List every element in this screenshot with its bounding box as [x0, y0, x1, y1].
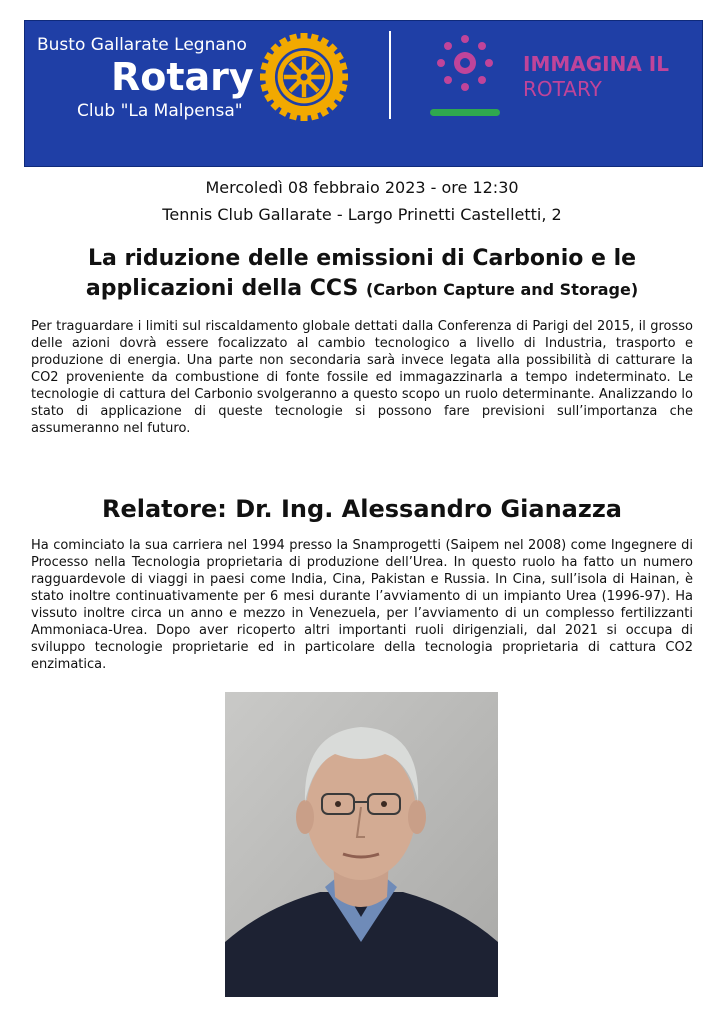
event-date-time: Mercoledì 08 febbraio 2023 - ore 12:30 [205, 178, 519, 197]
header-banner [24, 20, 703, 167]
speaker-bio: Ha cominciato la sua carriera nel 1994 presso la Snamprogetti (Saipem nel 2008) come Ingegnere di Processo nella Tecnologia proprietaria di produzione dell’Urea. In questo ruolo ha fatto un numero ragguardevole di viaggi in paesi come India, Cina, Pakistan e Russia. In Cina, sull’isola di Hainan, è stato inoltre continuativamente per 6 mesi durante l’avviamento di un impianto Urea (1996-97). Ha vissuto inoltre circa un anno e mezzo in Venezuela, per l’avviamento di un complesso fertilizzanti Ammoniaca-Urea. Dopo aver ricoperto altri importanti ruoli dirigenziali, dal 2021 si occupa di sviluppo tecnologie proprietarie ed in particolare della tecnologia proprietaria di cattura CO2 enzimatica. [31, 538, 693, 672]
talk-title-suffix: (Carbon Capture and Storage) [365, 280, 639, 299]
talk-title: La riduzione delle emissioni di Carbonio e le applicazioni della CCS [85, 246, 637, 301]
talk-title-block [30, 244, 694, 305]
immagina-logo-icon [430, 31, 500, 123]
banner-divider [389, 31, 391, 119]
talk-abstract: Per traguardare i limiti sul riscaldamento globale dettati dalla Conferenza di Parigi del 2015, il grosso delle azioni dovrà essere focalizzato al cambio tecnologico a livello di Industria, trasporto e produzione di energia. Una parte non secondaria sarà invece legata alla possibilità di catturare la CO2 proveniente da combustione di fonte fossile ed immagazzinarla a tempo indeterminato. Le tecnologie di cattura del Carbonio svolgeranno a questo scopo un ruolo determinante. Analizzando lo stato di applicazione di queste tecnologie si possono fare previsioni sull’importanza che assumeranno nel futuro. [31, 319, 693, 436]
rotary-wheel-icon [260, 33, 348, 121]
event-venue: Tennis Club Gallarate - Largo Prinetti Castelletti, 2 [162, 205, 562, 224]
club-subtitle: Club "La Malpensa" [77, 101, 243, 121]
slogan-line1: IMMAGINA IL [523, 52, 669, 76]
speaker-heading: Relatore: Dr. Ing. Alessandro Gianazza [101, 495, 622, 523]
speaker-photo [225, 692, 498, 997]
club-location: Busto Gallarate Legnano [37, 35, 247, 55]
slogan-line2: ROTARY [523, 77, 602, 101]
club-name: Rotary [111, 55, 254, 99]
